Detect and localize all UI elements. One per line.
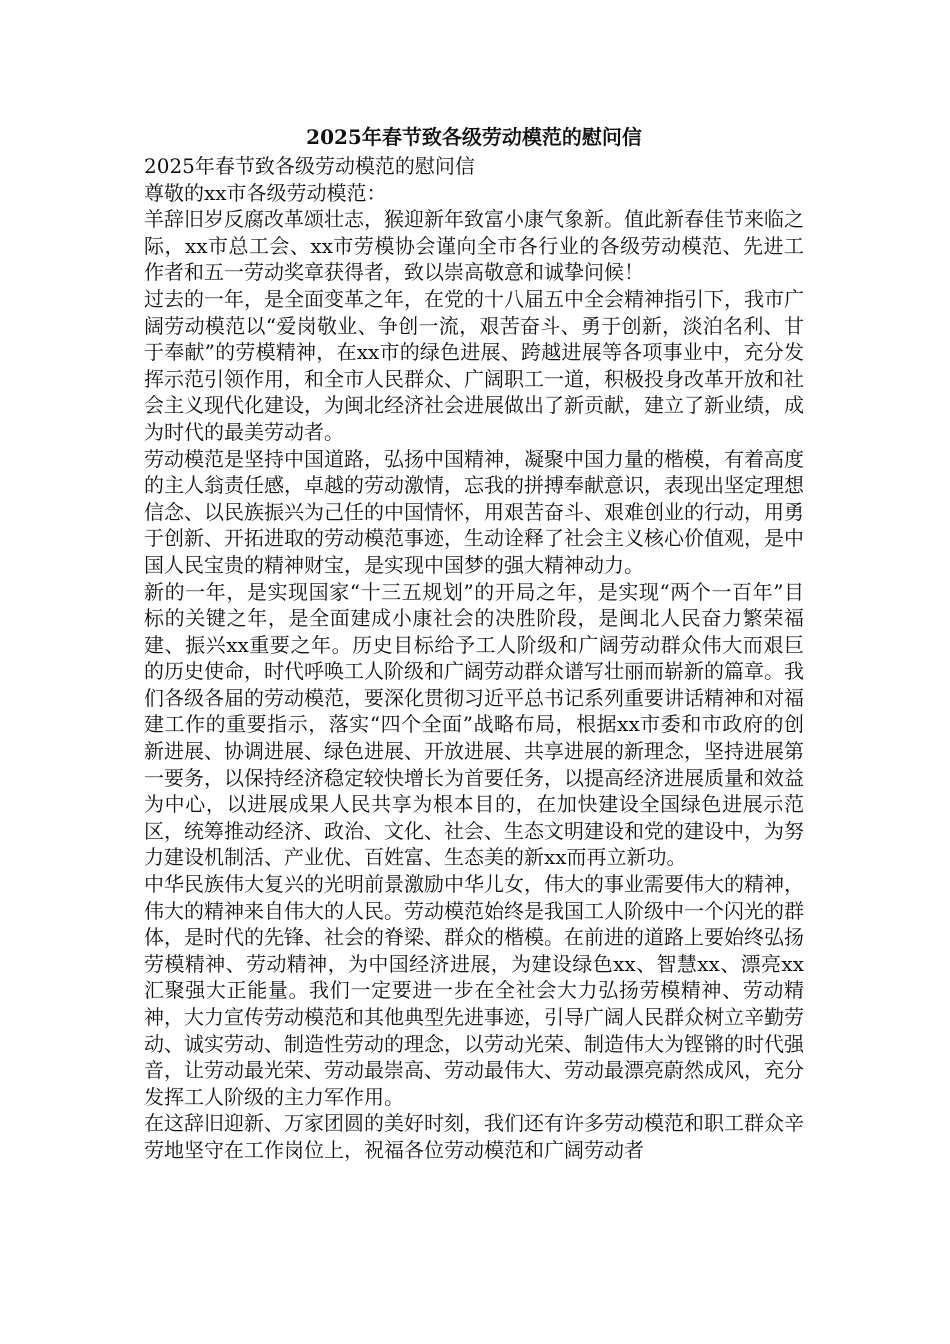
paragraph-6: 在这辞旧迎新、万家团圆的美好时刻，我们还有许多劳动模范和职工群众辛劳地坚守在工作岗位上，祝福各位劳动模范和广阔劳动者: [144, 1111, 804, 1162]
document-page: [144, 122, 804, 1164]
salutation: 尊敬的xx市各级劳动模范：: [144, 180, 387, 205]
paragraph-4: 新的一年，是实现国家“十三五规划”的开局之年，是实现“两个一百年”目标的关键之年，是全面建成小康社会的决胜阶段，是闽北人民奋力繁荣福建、振兴xx重要之年。历史目标给予工人阶级和广阔劳动群众伟大而艰巨的历史使命，时代呼唤工人阶级和广阔劳动群众谱写壮丽而崭新的篇章。我们各级各届的劳动模范，要深化贯彻习近平总书记系列重要讲话精神和对福建工作的重要指示，落实“四个全面”战略布局，根据xx市委和市政府的创新进展、协调进展、绿色进展、开放进展、共享进展的新理念，坚持进展第一要务，以保持经济稳定较快增长为首要任务，以提高经济进展质量和效益为中心，以进展成果人民共享为根本目的，在加快建设全国绿色进展示范区，统筹推动经济、政治、文化、社会、生态文明建设和党的建设中，为努力建设机制活、产业优、百姓富、生态美的新xx而再立新功。: [144, 579, 804, 870]
paragraph-3: 劳动模范是坚持中国道路，弘扬中国精神，凝聚中国力量的楷模，有着高度的主人翁责任感，卓越的劳动激情，忘我的拼搏奉献意识，表现出坚定理想信念、以民族振兴为己任的中国情怀，用艰苦奋斗、艰难创业的行动，用勇于创新、开拓进取的劳动模范事迹，生动诠释了社会主义核心价值观，是中国人民宝贵的精神财宝，是实现中国梦的强大精神动力。: [144, 446, 804, 577]
paragraph-2: 过去的一年，是全面变革之年，在党的十八届五中全会精神指引下，我市广阔劳动模范以“爱岗敬业、争创一流，艰苦奋斗、勇于创新，淡泊名利、甘于奉献”的劳模精神，在xx市的绿色进展、跨越进展等各项事业中，充分发挥示范引领作用，和全市人民群众、广阔职工一道，积极投身改革开放和社会主义现代化建设，为闽北经济社会进展做出了新贡献，建立了新业绩，成为时代的最美劳动者。: [144, 286, 804, 444]
document-subtitle: 2025年春节致各级劳动模范的慰问信: [144, 154, 475, 178]
document-title: 2025年春节致各级劳动模范的慰问信: [306, 125, 642, 149]
paragraph-1: 羊辞旧岁反腐改革颂壮志，猴迎新年致富小康气象新。值此新春佳节来临之际，xx市总工会、xx市劳模协会谨向全市各行业的各级劳动模范、先进工作者和五一劳动奖章获得者，致以崇高敬意和诚挚问候！: [144, 207, 804, 285]
paragraph-5: 中华民族伟大复兴的光明前景激励中华儿女，伟大的事业需要伟大的精神，伟大的精神来自伟大的人民。劳动模范始终是我国工人阶级中一个闪光的群体，是时代的先锋、社会的脊梁、群众的楷模。在前进的道路上要始终弘扬劳模精神、劳动精神，为中国经济进展，为建设绿色xx、智慧xx、漂亮xx汇聚强大正能量。我们一定要进一步在全社会大力弘扬劳模精神、劳动精神，大力宣传劳动模范和其他典型先进事迹，引导广阔人民群众树立辛勤劳动、诚实劳动、制造性劳动的理念，以劳动光荣、制造伟大为铿锵的时代强音，让劳动最光荣、劳动最崇高、劳动最伟大、劳动最漂亮蔚然成风，充分发挥工人阶级的主力军作用。: [144, 872, 804, 1109]
